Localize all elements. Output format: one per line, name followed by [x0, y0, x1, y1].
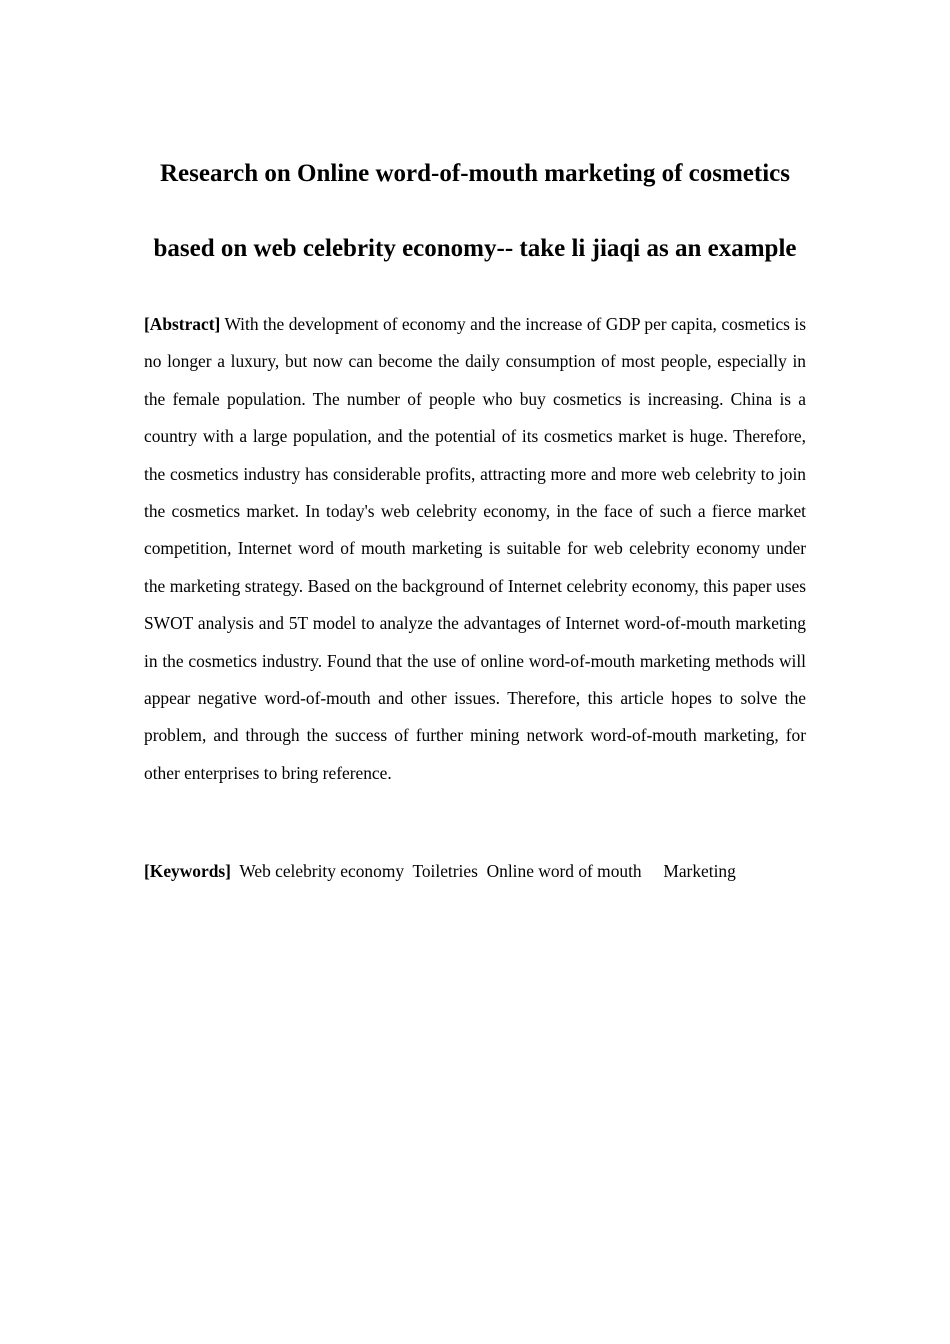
keyword-item: Marketing — [663, 861, 736, 881]
paper-title-line-2: based on web celebrity economy-- take li jiaqi as an example — [153, 235, 797, 262]
keyword-item: Toiletries — [412, 861, 478, 881]
keywords-line — [144, 853, 844, 890]
abstract-text: With the development of economy and the increase of GDP per capita, cosmetics is no longer a luxury, but now can become the daily consumption of most people, especially in the female population. The number of people who buy cosmetics is increasing. China is a country with a large population, and the potential of its cosmetics market is huge. Therefore, the cosmetics industry has considerable profits, attracting more and more web celebrity to join the cosmetics market. In today's web celebrity economy, in the face of such a fierce market competition, Internet word of mouth marketing is suitable for web celebrity economy under the marketing strategy. Based on the background of Internet celebrity economy, this paper uses SWOT analysis and 5T model to analyze the advantages of Internet word-of-mouth marketing in the cosmetics industry. Found that the use of online word-of-mouth marketing methods will appear negative word-of-mouth and other issues. Therefore, this article hopes to solve the problem, and through the success of further mining network word-of-mouth marketing, for other enterprises to bring reference. — [144, 314, 806, 783]
keyword-item: Web celebrity economy — [239, 861, 405, 881]
paper-title-line-1: Research on Online word-of-mouth marketing of cosmetics — [159, 160, 791, 187]
keyword-item: Online word of mouth — [486, 861, 642, 881]
abstract-label: [Abstract] — [144, 314, 221, 334]
keywords-label: [Keywords] — [144, 861, 231, 881]
abstract-paragraph — [144, 306, 806, 792]
